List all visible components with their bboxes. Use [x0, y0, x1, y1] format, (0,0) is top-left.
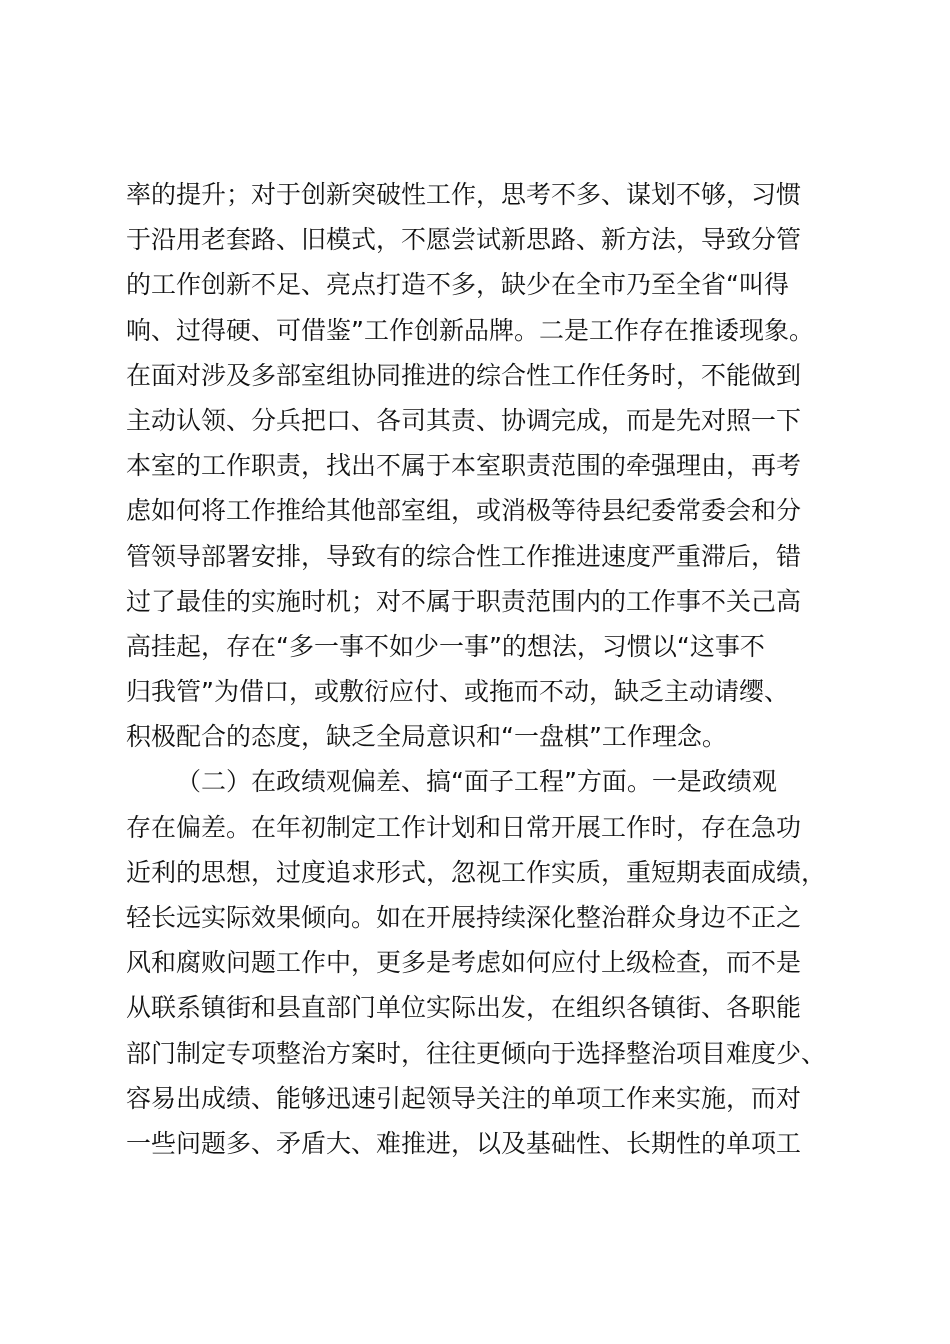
text-line: 率的提升；对于创新突破性工作，思考不多、谋划不够，习惯 — [126, 180, 802, 209]
text-line: 从联系镇街和县直部门单位实际出发，在组织各镇街、各职能 — [126, 993, 802, 1023]
text-line: 近利的思想，过度追求形式，忽视工作实质，重短期表面成绩， — [126, 857, 827, 887]
section-heading-line: （二）在政绩观偏差、搞“面子工程”方面。一是政绩观 — [176, 767, 777, 797]
text-line: 虑如何将工作推给其他部室组，或消极等待县纪委常委会和分 — [126, 496, 802, 526]
text-line: 高挂起，存在“多一事不如少一事”的想法，习惯以“这事不 — [126, 631, 765, 661]
text-line: 一些问题多、矛盾大、难推进，以及基础性、长期性的单项工 — [126, 1128, 802, 1158]
text-line: 归我管”为借口，或敷衍应付、或拖而不动，缺乏主动请缨、 — [126, 677, 789, 707]
text-line: 积极配合的态度，缺乏全局意识和“一盘棋”工作理念。 — [126, 722, 727, 752]
text-line: 于沿用老套路、旧模式，不愿尝试新思路、新方法，导致分管 — [126, 225, 802, 255]
text-line: 轻长远实际效果倾向。如在开展持续深化整治群众身边不正之 — [126, 903, 802, 932]
text-line: 容易出成绩、能够迅速引起领导关注的单项工作来实施，而对 — [126, 1083, 802, 1113]
text-line: 管领导部署安排，导致有的综合性工作推进速度严重滞后，错 — [126, 541, 802, 571]
body-text — [126, 172, 846, 1166]
text-line: 在面对涉及多部室组协同推进的综合性工作任务时，不能做到 — [126, 360, 802, 390]
text-line: 本室的工作职责，找出不属于本室职责范围的牵强理由，再考 — [126, 451, 802, 481]
text-line: 部门制定专项整治方案时，往往更倾向于选择整治项目难度少、 — [126, 1038, 827, 1068]
text-line: 的工作创新不足、亮点打造不多，缺少在全市乃至全省“叫得 — [126, 270, 789, 300]
text-line: 主动认领、分兵把口、各司其责、协调完成，而是先对照一下 — [126, 405, 802, 435]
text-line: 响、过得硬、可借鉴”工作创新品牌。二是工作存在推诿现象。 — [126, 315, 814, 345]
text-line: 风和腐败问题工作中，更多是考虑如何应付上级检查，而不是 — [126, 948, 802, 978]
text-line: 过了最佳的实施时机；对不属于职责范围内的工作事不关己高 — [126, 586, 802, 616]
text-line: 存在偏差。在年初制定工作计划和日常开展工作时，存在急功 — [126, 812, 802, 842]
